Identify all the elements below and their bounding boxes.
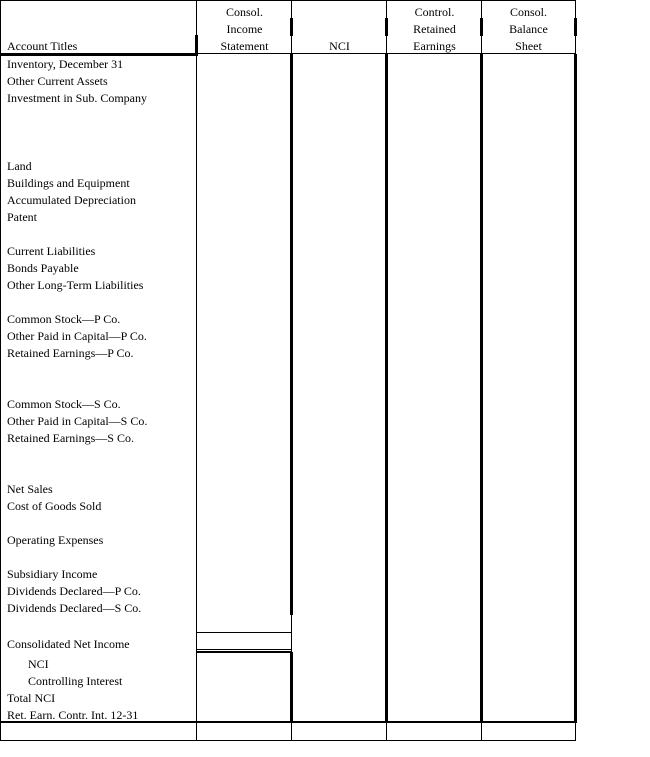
acct-common-stock-s: Common Stock—S Co. — [7, 397, 121, 411]
acct-consolidated-ni: Consolidated Net Income — [7, 637, 130, 651]
account-titles-header: Account Titles — [7, 39, 78, 53]
re-col-thick — [385, 54, 388, 721]
control-re-header-line2: Retained — [413, 22, 456, 36]
header-tick-4 — [480, 18, 483, 36]
acct-total-nci: Total NCI — [7, 691, 56, 705]
nci-col-thick-lower — [290, 652, 293, 721]
right-col-thick — [574, 54, 577, 721]
control-re-header — [388, 4, 481, 55]
acct-current-liab: Current Liabilities — [7, 244, 96, 258]
consol-income-header-line2: Income — [226, 22, 263, 36]
consol-bs-header-line2: Balance — [509, 22, 548, 36]
acct-common-stock-p: Common Stock—P Co. — [7, 312, 121, 326]
acct-re-s: Retained Earnings—S Co. — [7, 431, 134, 445]
acct-nci: NCI — [28, 657, 49, 671]
control-re-header-line3: Earnings — [413, 39, 456, 53]
control-re-header-line1: Control. — [414, 5, 455, 19]
consol-bs-header — [482, 4, 575, 55]
acct-investment-sub: Investment in Sub. Company — [7, 91, 147, 105]
acct-opic-s: Other Paid in Capital—S Co. — [7, 414, 148, 428]
consol-bs-header-line3: Sheet — [515, 39, 542, 53]
acct-controlling-interest: Controlling Interest — [28, 674, 123, 688]
consol-income-header — [198, 4, 291, 55]
acct-buildings: Buildings and Equipment — [7, 176, 130, 190]
consol-bs-header-line1: Consol. — [509, 5, 547, 19]
acct-patent: Patent — [7, 210, 37, 224]
acct-operating-exp: Operating Expenses — [7, 533, 104, 547]
acct-div-s: Dividends Declared—S Co. — [7, 601, 142, 615]
header-tick-2 — [290, 18, 293, 36]
col-divider-1 — [196, 0, 197, 741]
acct-other-lt-liab: Other Long-Term Liabilities — [7, 278, 144, 292]
acct-inventory: Inventory, December 31 — [7, 57, 124, 71]
header-tick-5 — [574, 18, 577, 36]
acct-bonds-payable: Bonds Payable — [7, 261, 79, 275]
acct-land: Land — [7, 159, 32, 173]
acct-opic-p: Other Paid in Capital—P Co. — [7, 329, 147, 343]
acct-cogs: Cost of Goods Sold — [7, 499, 102, 513]
ni-box-top — [196, 632, 292, 633]
nci-col-thick-upper — [290, 54, 293, 615]
header-tick-1 — [195, 35, 198, 54]
top-border — [0, 0, 576, 1]
acct-re-p: Retained Earnings—P Co. — [7, 346, 134, 360]
header-tick-3 — [385, 18, 388, 36]
consol-income-header-line3: Statement — [220, 39, 269, 53]
acct-other-current-assets: Other Current Assets — [7, 74, 108, 88]
nci-header: NCI — [329, 39, 350, 53]
bs-col-thick — [480, 54, 483, 721]
acct-accum-depr: Accumulated Depreciation — [7, 193, 136, 207]
ni-box-bottom-2 — [196, 651, 292, 653]
ni-box-bottom-1 — [196, 649, 292, 650]
acct-re-contr-end: Ret. Earn. Contr. Int. 12-31 — [7, 708, 139, 722]
acct-net-sales: Net Sales — [7, 482, 53, 496]
footer-line-bottom — [0, 740, 576, 741]
acct-subsidiary-income: Subsidiary Income — [7, 567, 98, 581]
acct-div-p: Dividends Declared—P Co. — [7, 584, 141, 598]
left-border — [0, 0, 1, 741]
consol-income-header-line1: Consol. — [225, 5, 263, 19]
